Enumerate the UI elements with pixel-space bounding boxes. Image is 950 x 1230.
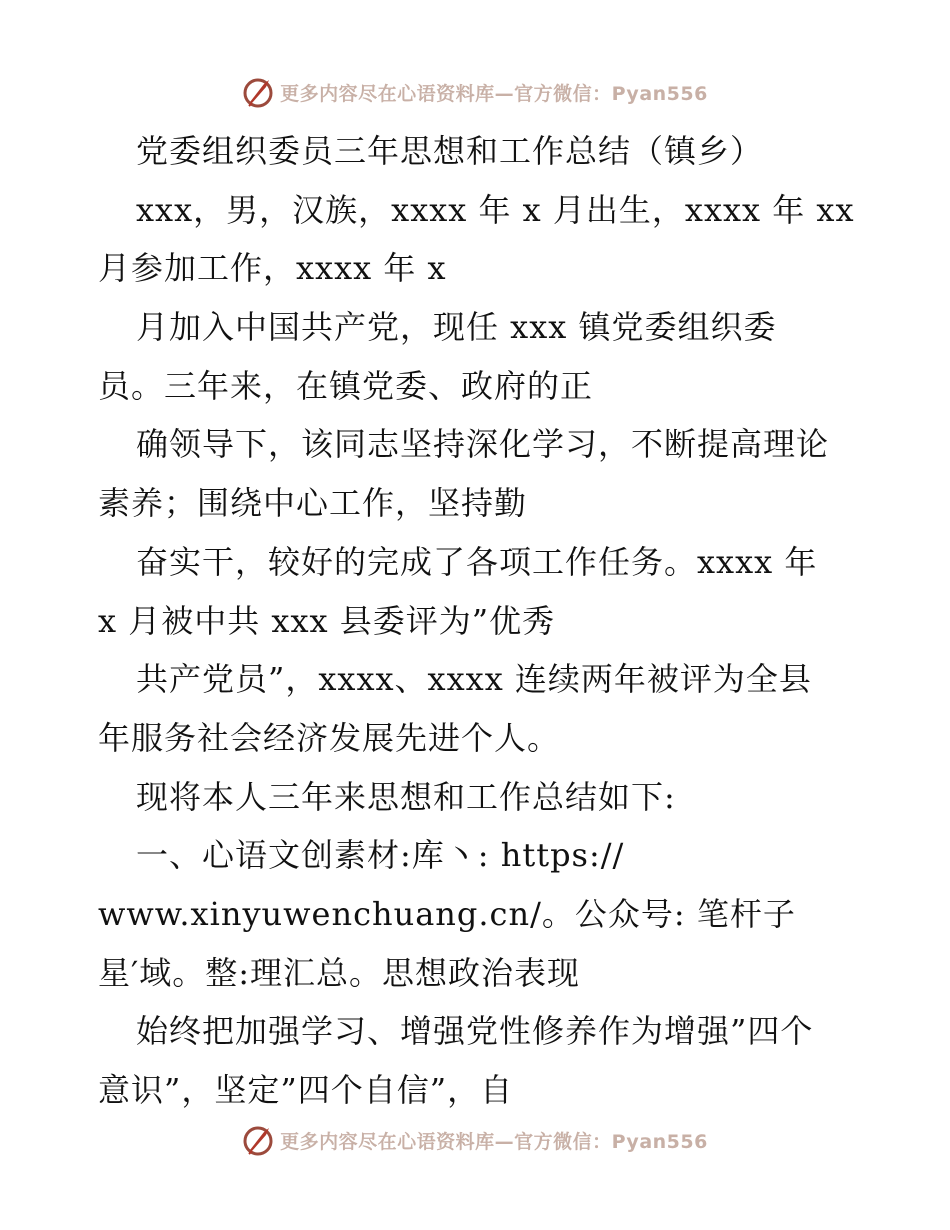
text-line: 员。三年来，在镇党委、政府的正 — [98, 366, 594, 405]
text-line: x 月被中共 xxx 县委评为”优秀 — [98, 601, 556, 640]
text-line: 奋实干，较好的完成了各项工作任务。xxxx 年 — [136, 542, 818, 581]
text-line: 月加入中国共产党，现任 xxx 镇党委组织委 — [136, 308, 777, 347]
footer-banner — [0, 1120, 950, 1160]
text-line: 星′域。整:理汇总。思想政治表现 — [98, 953, 581, 992]
quill-pen-icon — [242, 76, 274, 108]
text-line: 意识”，坚定”四个自信”，自 — [98, 1071, 514, 1109]
text-line: www.xinyuwenchuang.cn/。公众号: 笔杆子 — [98, 894, 796, 933]
text-line: 始终把加强学习、增强党性修养作为增强”四个 — [136, 1012, 814, 1051]
text-line: 确领导下，该同志坚持深化学习，不断提高理论 — [136, 425, 830, 464]
text-line: 年服务社会经济发展先进个人。 — [98, 718, 561, 757]
text-line: 一、心语文创素材:库丶: https:// — [136, 836, 625, 875]
document-body — [98, 122, 858, 1120]
quill-pen-icon — [242, 1124, 274, 1156]
text-line: 素养；围绕中心工作，坚持勤 — [98, 484, 528, 523]
header-banner — [0, 72, 950, 112]
text-line: xxx，男，汉族，xxxx 年 x 月出生，xxxx 年 xx — [136, 190, 855, 229]
banner-text: 更多内容尽在心语资料库—官方微信：Pyan556 — [280, 82, 708, 105]
text-line: 月参加工作，xxxx 年 x — [98, 249, 447, 288]
text-line: 党委组织委员三年思想和工作总结（镇乡） — [136, 132, 764, 170]
banner-text: 更多内容尽在心语资料库—官方微信：Pyan556 — [280, 1130, 708, 1153]
text-line: 现将本人三年来思想和工作总结如下: — [136, 777, 676, 816]
text-line: 共产党员”，xxxx、xxxx 连续两年被评为全县 — [136, 660, 812, 699]
